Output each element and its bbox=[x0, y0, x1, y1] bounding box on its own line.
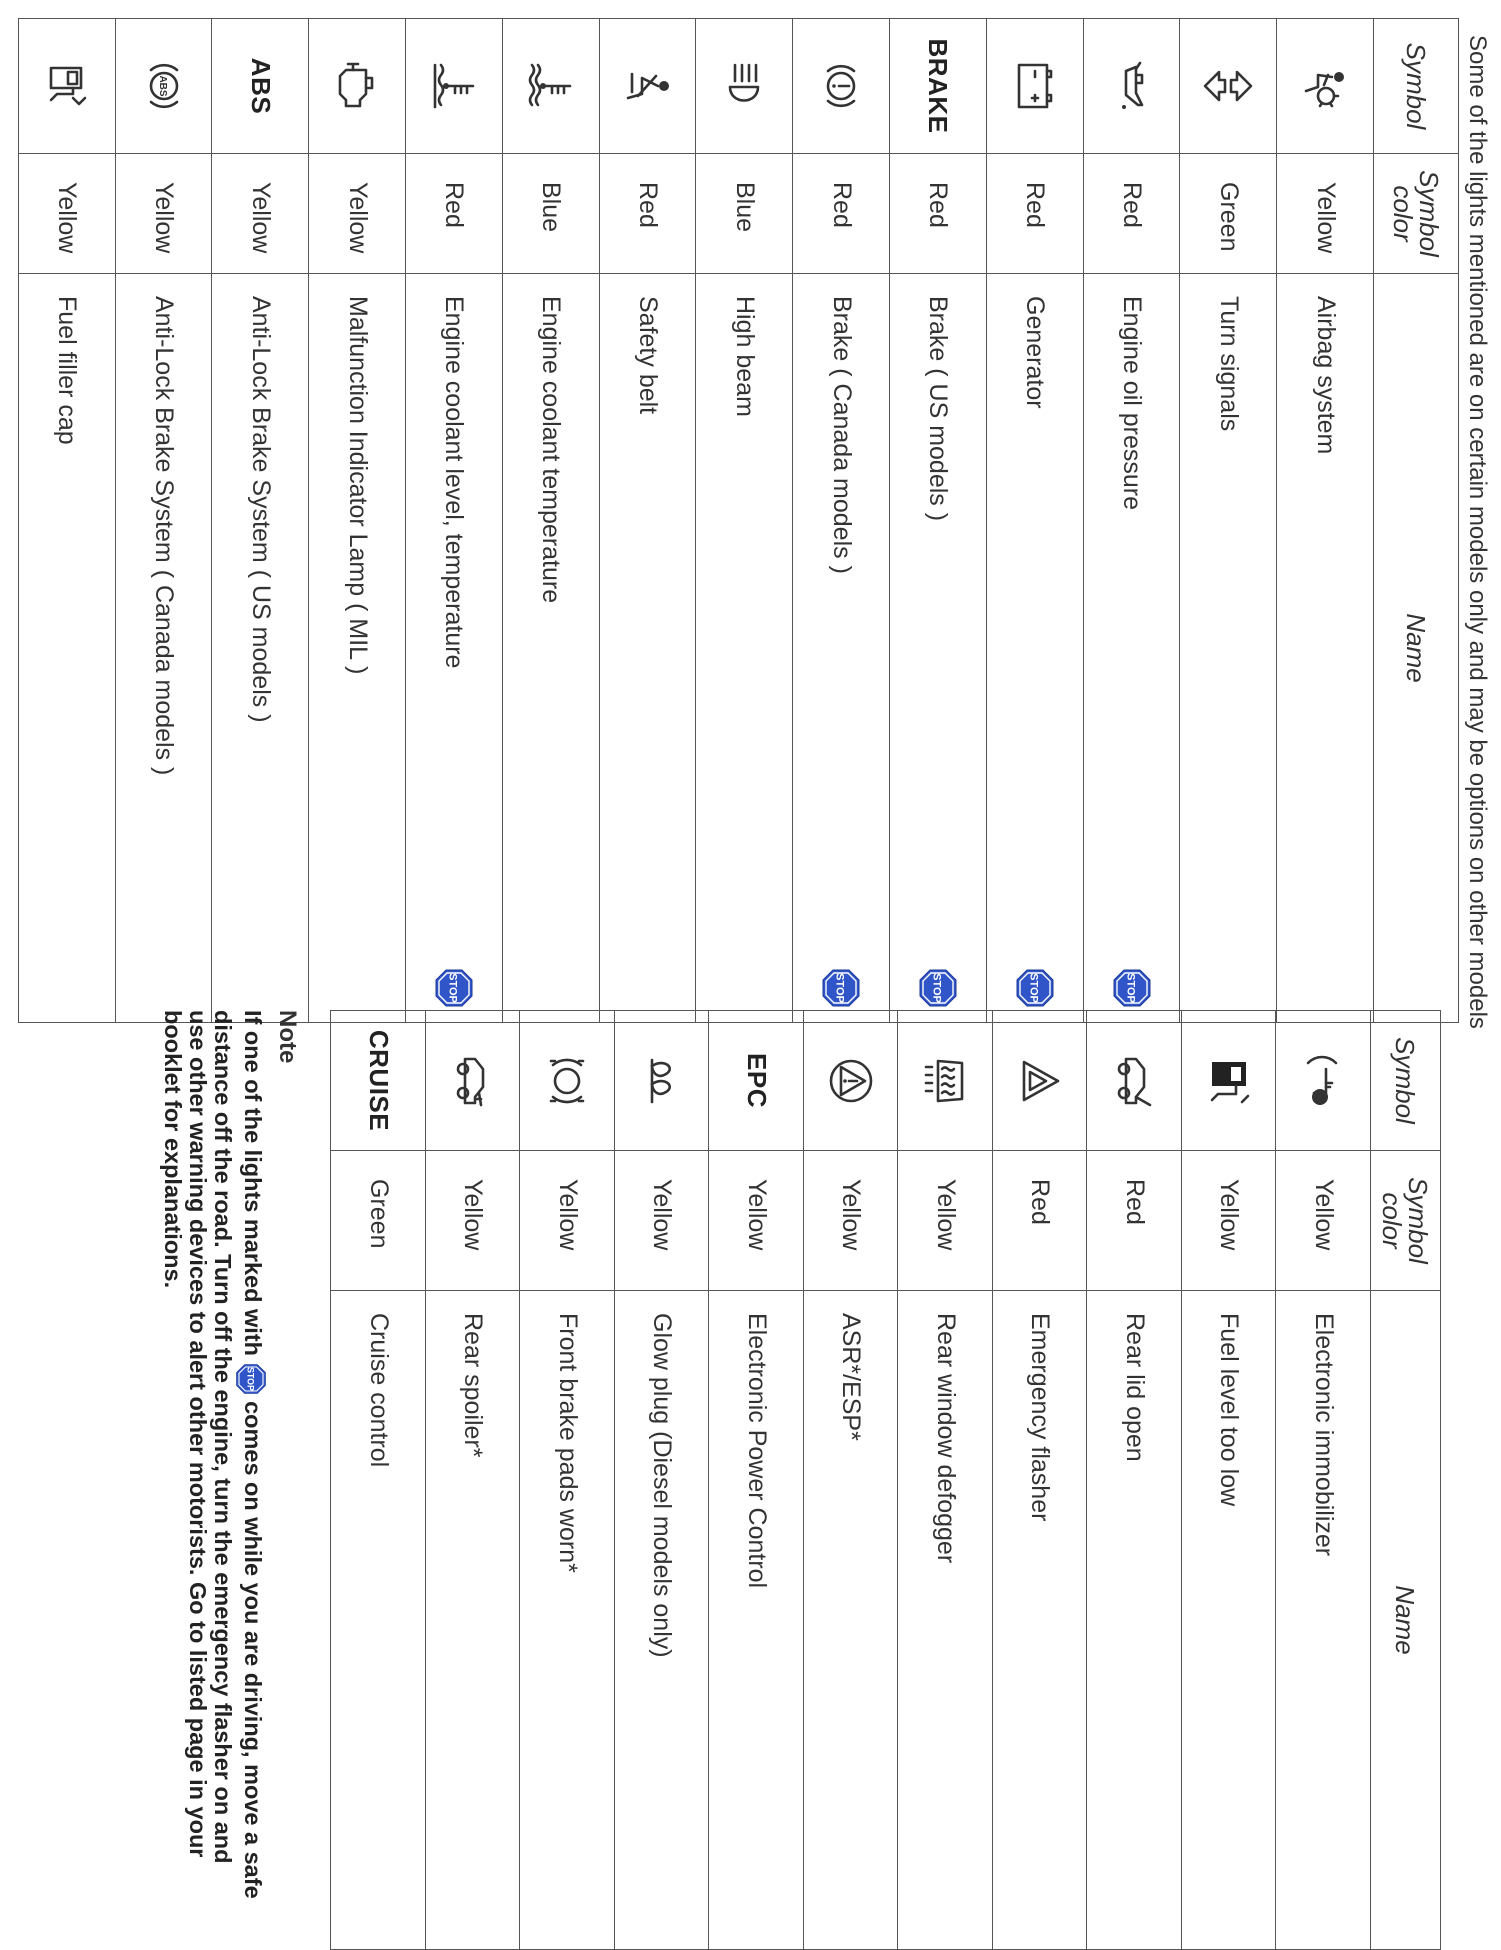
stop-icon bbox=[1112, 968, 1152, 1008]
light-name-cell bbox=[793, 274, 890, 1023]
symbol-color-cell: Red bbox=[993, 1151, 1088, 1291]
light-name-cell bbox=[1087, 1291, 1182, 1950]
stop-text: STOP bbox=[446, 973, 459, 1003]
symbol-cell bbox=[599, 19, 696, 154]
note-text bbox=[160, 1010, 267, 1900]
symbol-cell bbox=[212, 19, 309, 154]
table-row bbox=[502, 19, 599, 1023]
table-row bbox=[1083, 19, 1180, 1023]
oil-can-icon bbox=[1112, 19, 1152, 153]
table-row bbox=[1276, 1011, 1371, 1950]
immobilizer-key-icon bbox=[1300, 1011, 1346, 1150]
light-name-cell bbox=[406, 274, 503, 1023]
high-beam-icon bbox=[724, 19, 764, 153]
coolant-temp-icon bbox=[528, 19, 574, 153]
symbol-cell bbox=[615, 1011, 710, 1151]
symbol-color-cell: Green bbox=[331, 1151, 426, 1291]
symbol-cell bbox=[426, 1011, 521, 1151]
light-name: Engine oil pressure bbox=[1118, 296, 1147, 511]
symbol-text: CRUISE bbox=[363, 1029, 394, 1132]
symbol-cell bbox=[1087, 1011, 1182, 1151]
table-row bbox=[426, 1011, 521, 1950]
symbol-color-cell: Yellow bbox=[1182, 1151, 1277, 1291]
symbol-text: ABS bbox=[245, 57, 276, 115]
note-text-before: If one of the lights marked with bbox=[239, 1010, 266, 1356]
light-name: Rear lid open bbox=[1120, 1313, 1149, 1462]
symbol-color-cell: Red bbox=[599, 154, 696, 274]
battery-icon bbox=[1015, 19, 1055, 153]
abs-circle-icon bbox=[140, 19, 188, 153]
warning-lights-table-left bbox=[18, 18, 1459, 1023]
light-name-cell bbox=[615, 1291, 710, 1950]
symbol-color-cell: Yellow bbox=[615, 1151, 710, 1291]
airbag-icon bbox=[1302, 19, 1348, 153]
table-row bbox=[1182, 1011, 1277, 1950]
note-text-after: comes on while you are driving, move a safe distance off the road. Turn off the engine, turn the emergency flasher on and use other warning devices to alert other motorists. Go to listed page in your booklet for explanations. bbox=[160, 1010, 266, 1899]
light-name-cell bbox=[599, 274, 696, 1023]
light-name-cell bbox=[709, 1291, 804, 1950]
light-name: Engine coolant level, temperature bbox=[440, 296, 469, 669]
symbol-cell bbox=[890, 19, 987, 154]
seat-belt-icon bbox=[624, 19, 672, 153]
light-name-cell bbox=[18, 274, 115, 1023]
engine-check-icon bbox=[336, 19, 378, 153]
symbol-cell bbox=[1182, 1011, 1277, 1151]
note-title: Note bbox=[274, 1010, 301, 1064]
table-row bbox=[520, 1011, 615, 1950]
symbol-color-cell: Green bbox=[1180, 154, 1277, 274]
light-name-cell bbox=[993, 1291, 1088, 1950]
symbol-cell bbox=[309, 19, 406, 154]
light-name: Cruise control bbox=[364, 1313, 393, 1468]
table-row bbox=[115, 19, 212, 1023]
light-name-cell bbox=[115, 274, 212, 1023]
light-name-cell bbox=[502, 274, 599, 1023]
light-name-cell bbox=[1180, 274, 1277, 1023]
symbol-color-cell: Yellow bbox=[212, 154, 309, 274]
light-name-cell bbox=[1182, 1291, 1277, 1950]
symbol-cell bbox=[331, 1011, 426, 1151]
table-row bbox=[696, 19, 793, 1023]
light-name: Fuel level too low bbox=[1215, 1313, 1244, 1507]
stop-icon bbox=[918, 968, 958, 1008]
light-name-cell bbox=[696, 274, 793, 1023]
symbol-cell bbox=[406, 19, 503, 154]
coolant-level-icon bbox=[431, 19, 477, 153]
table-row bbox=[793, 19, 890, 1023]
symbol-color-cell: Red bbox=[986, 154, 1083, 274]
light-name: High beam bbox=[730, 296, 759, 417]
stop-icon bbox=[235, 1363, 267, 1395]
symbol-text: EPC bbox=[741, 1053, 772, 1108]
esp-icon bbox=[825, 1011, 877, 1150]
symbol-color-cell: Yellow bbox=[1276, 1151, 1371, 1291]
symbol-color-cell: Yellow bbox=[804, 1151, 899, 1291]
light-name: Airbag system bbox=[1311, 296, 1340, 455]
header-symbol: Symbol bbox=[1374, 19, 1459, 154]
table-row bbox=[309, 19, 406, 1023]
light-name: Turn signals bbox=[1214, 296, 1243, 432]
light-name: Anti-Lock Brake System ( Canada models ) bbox=[150, 296, 179, 776]
symbol-color-cell: Yellow bbox=[426, 1151, 521, 1291]
stop-text: STOP bbox=[245, 1366, 256, 1391]
light-name-cell bbox=[331, 1291, 426, 1950]
light-name-cell bbox=[1276, 1291, 1371, 1950]
rear-defogger-icon bbox=[922, 1011, 968, 1150]
symbol-cell bbox=[793, 19, 890, 154]
symbol-cell bbox=[986, 19, 1083, 154]
symbol-color-cell: Yellow bbox=[898, 1151, 993, 1291]
stop-icon bbox=[1015, 968, 1055, 1008]
symbol-color-cell: Blue bbox=[502, 154, 599, 274]
light-name-cell bbox=[426, 1291, 521, 1950]
symbol-color-cell: Red bbox=[793, 154, 890, 274]
table-row bbox=[406, 19, 503, 1023]
header-symbol-2: Symbol bbox=[1371, 1011, 1441, 1151]
light-name: Brake ( US models ) bbox=[924, 296, 953, 522]
table-row bbox=[709, 1011, 804, 1950]
turn-signal-icon bbox=[1203, 19, 1253, 153]
symbol-cell bbox=[502, 19, 599, 154]
stop-text: STOP bbox=[833, 973, 846, 1003]
symbol-cell bbox=[696, 19, 793, 154]
table-row bbox=[1180, 19, 1277, 1023]
light-name: ASR*/ESP* bbox=[837, 1313, 866, 1441]
light-name: Glow plug (Diesel models only) bbox=[648, 1313, 677, 1658]
table-row bbox=[18, 19, 115, 1023]
light-name-cell bbox=[898, 1291, 993, 1950]
table-row bbox=[615, 1011, 710, 1950]
light-name: Rear spoiler* bbox=[459, 1313, 488, 1458]
symbol-cell bbox=[1277, 19, 1374, 154]
symbol-cell bbox=[1180, 19, 1277, 154]
symbol-color-cell: Blue bbox=[696, 154, 793, 274]
table-row bbox=[986, 19, 1083, 1023]
table-row bbox=[1277, 19, 1374, 1023]
light-name: Engine coolant temperature bbox=[537, 296, 566, 604]
header-symbol-color-2: Symbol color bbox=[1371, 1151, 1441, 1291]
light-name-cell bbox=[212, 274, 309, 1023]
symbol-color-cell: Yellow bbox=[115, 154, 212, 274]
light-name: Rear window defogger bbox=[931, 1313, 960, 1564]
rear-spoiler-icon bbox=[451, 1011, 495, 1150]
stop-text: STOP bbox=[1027, 973, 1040, 1003]
symbol-cell bbox=[993, 1011, 1088, 1151]
symbol-cell bbox=[115, 19, 212, 154]
stop-icon bbox=[821, 968, 861, 1008]
light-name-cell bbox=[986, 274, 1083, 1023]
header-symbol-color: Symbol color bbox=[1374, 154, 1459, 274]
warning-lights-table-right bbox=[331, 1010, 1442, 1950]
table-row bbox=[804, 1011, 899, 1950]
light-name-cell bbox=[520, 1291, 615, 1950]
stop-icon bbox=[434, 968, 474, 1008]
glow-plug-icon bbox=[642, 1011, 682, 1150]
symbol-cell bbox=[1276, 1011, 1371, 1151]
symbol-color-cell: Yellow bbox=[309, 154, 406, 274]
light-name: Generator bbox=[1021, 296, 1050, 409]
light-name: Anti-Lock Brake System ( US models ) bbox=[246, 296, 275, 723]
page-heading: Some of the lights mentioned are on certain models only and may be options on other models bbox=[1464, 35, 1491, 1029]
light-name-cell bbox=[890, 274, 987, 1023]
stop-text: STOP bbox=[930, 973, 943, 1003]
symbol-color-cell: Red bbox=[406, 154, 503, 274]
rear-lid-icon bbox=[1112, 1011, 1156, 1150]
symbol-color-cell: Yellow bbox=[709, 1151, 804, 1291]
light-name-cell bbox=[309, 274, 406, 1023]
symbol-color-cell: Yellow bbox=[520, 1151, 615, 1291]
light-name: Brake ( Canada models ) bbox=[827, 296, 856, 574]
brake-circle-icon bbox=[818, 19, 864, 153]
symbol-cell bbox=[18, 19, 115, 154]
symbol-color-cell: Yellow bbox=[1277, 154, 1374, 274]
light-name-cell bbox=[804, 1291, 899, 1950]
symbol-cell bbox=[709, 1011, 804, 1151]
table-row bbox=[331, 1011, 426, 1950]
fuel-cap-icon bbox=[43, 19, 91, 153]
light-name: Emergency flasher bbox=[1026, 1313, 1055, 1522]
table-row bbox=[890, 19, 987, 1023]
light-name: Malfunction Indicator Lamp ( MIL ) bbox=[343, 296, 372, 675]
light-name-cell bbox=[1277, 274, 1374, 1023]
table-row bbox=[1087, 1011, 1182, 1950]
symbol-color-cell: Red bbox=[890, 154, 987, 274]
symbol-color-cell: Red bbox=[1083, 154, 1180, 274]
light-name: Front brake pads worn* bbox=[553, 1313, 582, 1573]
light-name: Electronic Power Control bbox=[742, 1313, 771, 1589]
symbol-cell bbox=[520, 1011, 615, 1151]
symbol-cell bbox=[1083, 19, 1180, 154]
fuel-pump-icon bbox=[1204, 1011, 1254, 1150]
abs-icon-text: ABS bbox=[156, 75, 168, 97]
table-row bbox=[898, 1011, 993, 1950]
table-row bbox=[599, 19, 696, 1023]
header-name-2: Name bbox=[1371, 1291, 1441, 1950]
light-name: Safety belt bbox=[634, 296, 663, 415]
symbol-text: BRAKE bbox=[923, 38, 954, 134]
table-row bbox=[212, 19, 309, 1023]
brake-pads-icon bbox=[543, 1011, 591, 1150]
symbol-color-cell: Yellow bbox=[18, 154, 115, 274]
symbol-cell bbox=[804, 1011, 899, 1151]
table-row bbox=[993, 1011, 1088, 1950]
light-name-cell bbox=[1083, 274, 1180, 1023]
header-name: Name bbox=[1374, 274, 1459, 1023]
light-name: Electronic immobilizer bbox=[1309, 1313, 1338, 1557]
symbol-color-cell: Red bbox=[1087, 1151, 1182, 1291]
note-block bbox=[160, 1010, 301, 1900]
symbol-cell bbox=[898, 1011, 993, 1151]
light-name: Fuel filler cap bbox=[53, 296, 82, 445]
hazard-triangle-icon bbox=[1018, 1011, 1062, 1150]
stop-text: STOP bbox=[1124, 973, 1137, 1003]
